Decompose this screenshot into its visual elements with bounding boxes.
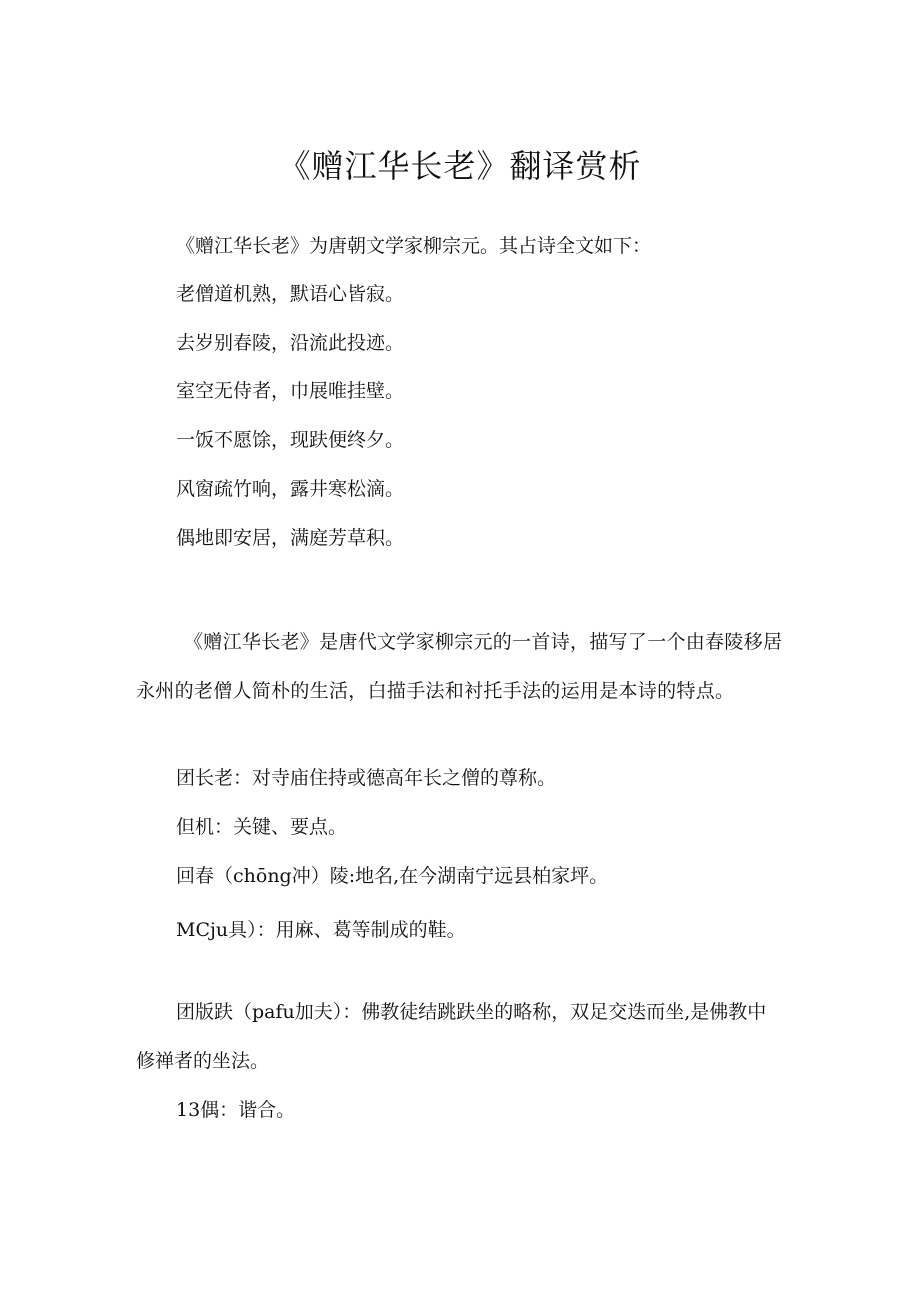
note-item: 团长老：对寺庙住持或德高年长之僧的尊称。	[176, 767, 557, 789]
poem-line: 偶地即安居，满庭芳草积。	[176, 527, 405, 549]
note-item: 但机：关键、要点。	[176, 816, 348, 838]
summary-paragraph: 《赠江华长老》是唐代文学家柳宗元的一首诗，描写了一个由春陵移居永州的老僧人简朴的生活，白描手法和衬托手法的运用是本诗的特点。	[136, 631, 783, 702]
note-item: 13偶：谐合。	[176, 1099, 296, 1121]
poem-line: 室空无侍者，巾展唯挂壁。	[176, 380, 405, 402]
poem-line: 老僧道机熟，默语心皆寂。	[176, 283, 405, 305]
poem-line: 去岁别春陵，沿流此投迹。	[176, 332, 405, 354]
note-item: MCju具）：用麻、葛等制成的鞋。	[176, 919, 466, 941]
note-item: 团版趺（pafu加夫）：佛教徒结跳趺坐的略称，双足交迭而坐,是佛教中修禅者的坐法。	[136, 1001, 767, 1072]
note-item: 回春（chōng冲）陵:地名,在今湖南宁远县柏家坪。	[176, 865, 609, 887]
page-title: 《赠江华长老》翻译赏析	[278, 147, 642, 185]
poem-line: 一饭不愿馀，现趺便终夕。	[176, 429, 405, 451]
poem-line: 风窗疏竹响，露井寒松滴。	[176, 478, 405, 500]
intro-paragraph: 《赠江华长老》为唐朝文学家柳宗元。其占诗全文如下：	[176, 235, 652, 257]
